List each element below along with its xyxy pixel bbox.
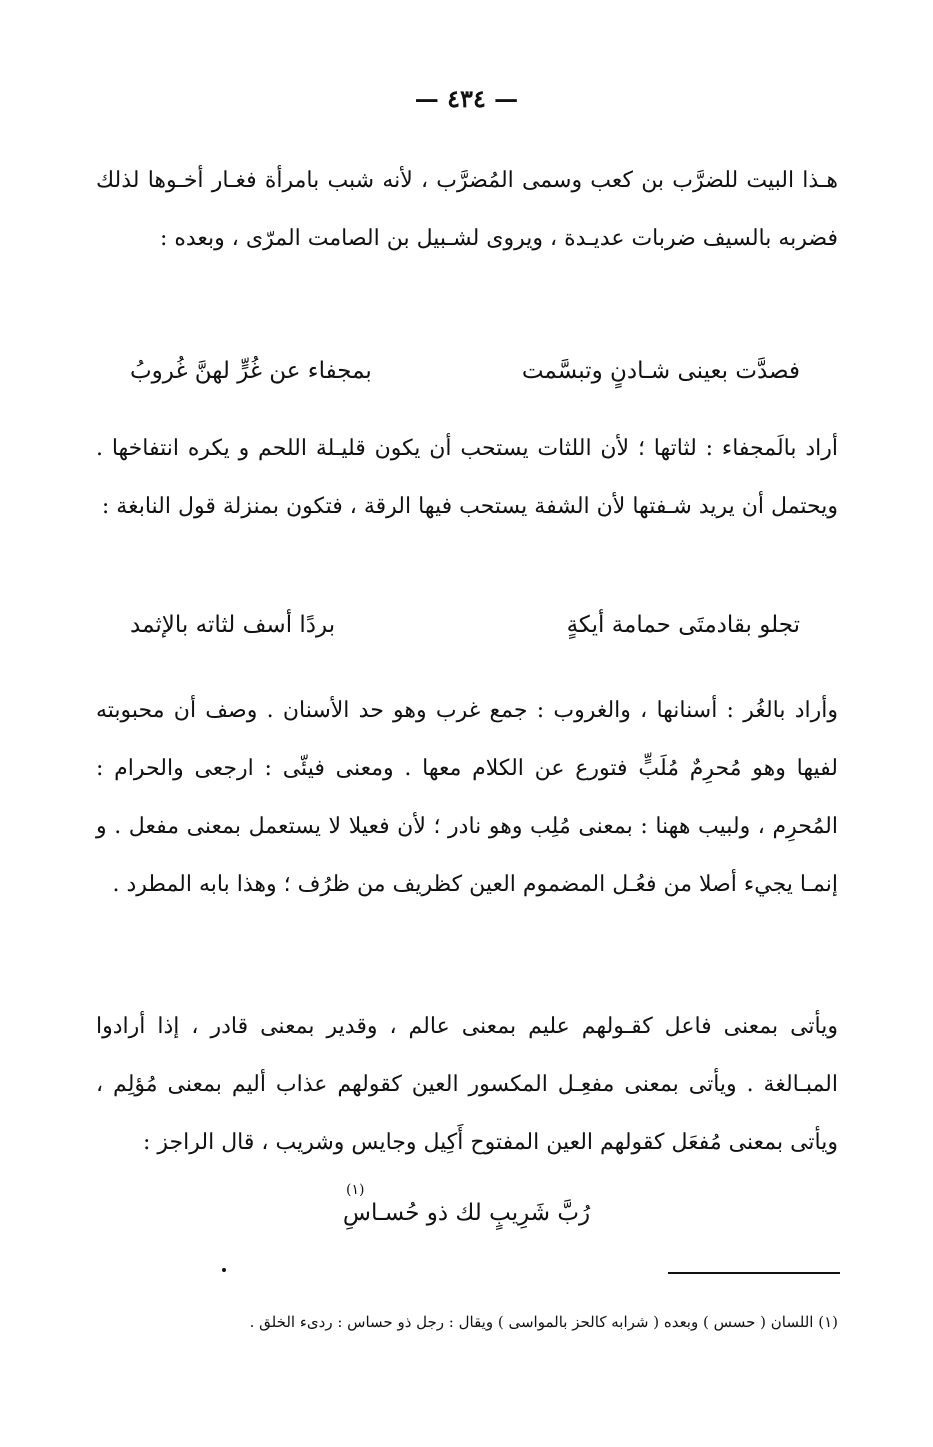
paragraph-1: هـذا البيت للضرَّب بن كعب وسمى المُضرَّب ، لأنه شبب بامرأة فغـار أخـوها لذلك فضربه بالسيف ضربات عديـدة ، ويروى لشـبيل بن الصامت المرّى ، وبعده :	[96, 168, 838, 251]
verse-2	[130, 612, 800, 638]
stray-ink-dot	[222, 1268, 226, 1272]
verse-1-second-hemistich: بمجفاء عن غُرٍّ لهنَّ غُروبُ	[130, 358, 372, 384]
footnote-divider	[668, 1272, 840, 1274]
verse-1	[130, 358, 800, 384]
footnote-reference-marker: (١)	[346, 1182, 365, 1198]
footnote: (١) اللسان ( حسس ) وبعده ( شرابه كالحز بالمواسى ) ويقال : رجل ذو حساس : ردىء الخلق .	[249, 1313, 838, 1331]
paragraph-4: ويأتى بمعنى فاعل كقـولهم عليم بمعنى عالم ، وقدير بمعنى قادر ، إذا أرادوا المبـالغة . ويأتى بمعنى مفعِـل المكسور العين كقولهم عذاب أليم بمعنى مُؤلِم ، ويأتى بمعنى مُفعَل كقولهم العين المفتوح أَكِيل وجايس وشريب ، قال الراجز :	[96, 1014, 838, 1155]
rajaz-verse: رُبَّ شَرِيبٍ لك ذو حُسـاسِ	[342, 1200, 591, 1226]
verse-2-first-hemistich: تجلو بقادمتَى حمامة أيكةٍ	[566, 612, 800, 638]
paragraph-2: أراد بالَمجفاء : لثاتها ؛ لأن اللثات يستحب أن يكون قليـلة اللحم و يكره انتفاخها . ويحتمل أن يريد شـفتها لأن الشفة يستحب فيها الرقة ، فتكون بمنزلة قول النابغة :	[96, 436, 838, 519]
verse-2-second-hemistich: بردًا أسف لثاته بالإثمد	[130, 612, 336, 638]
paragraph-3: وأراد بالغُر : أسنانها ، والغروب : جمع غرب وهو حد الأسنان . وصف أن محبوبته لفيها وهو مُحرِمٌ مُلَبٍّ فتورع عن الكلام معها . ومعنى فيئّى : ارجعى والحرام : المُحرِم ، ولبيب ههنا : بمعنى مُلِب وهو نادر ؛ لأن فعيلا لا يستعمل بمعنى مفعل . و إنمـا يجيء أصلا من فعُـل المضموم العين كظريف من ظرُف ؛ وهذا بابه المطرد .	[96, 698, 838, 897]
page-number: — ٤٣٤ —	[414, 84, 519, 113]
verse-1-first-hemistich: فصدَّت بعينى شـادنٍ وتبسَّمت	[521, 358, 800, 384]
